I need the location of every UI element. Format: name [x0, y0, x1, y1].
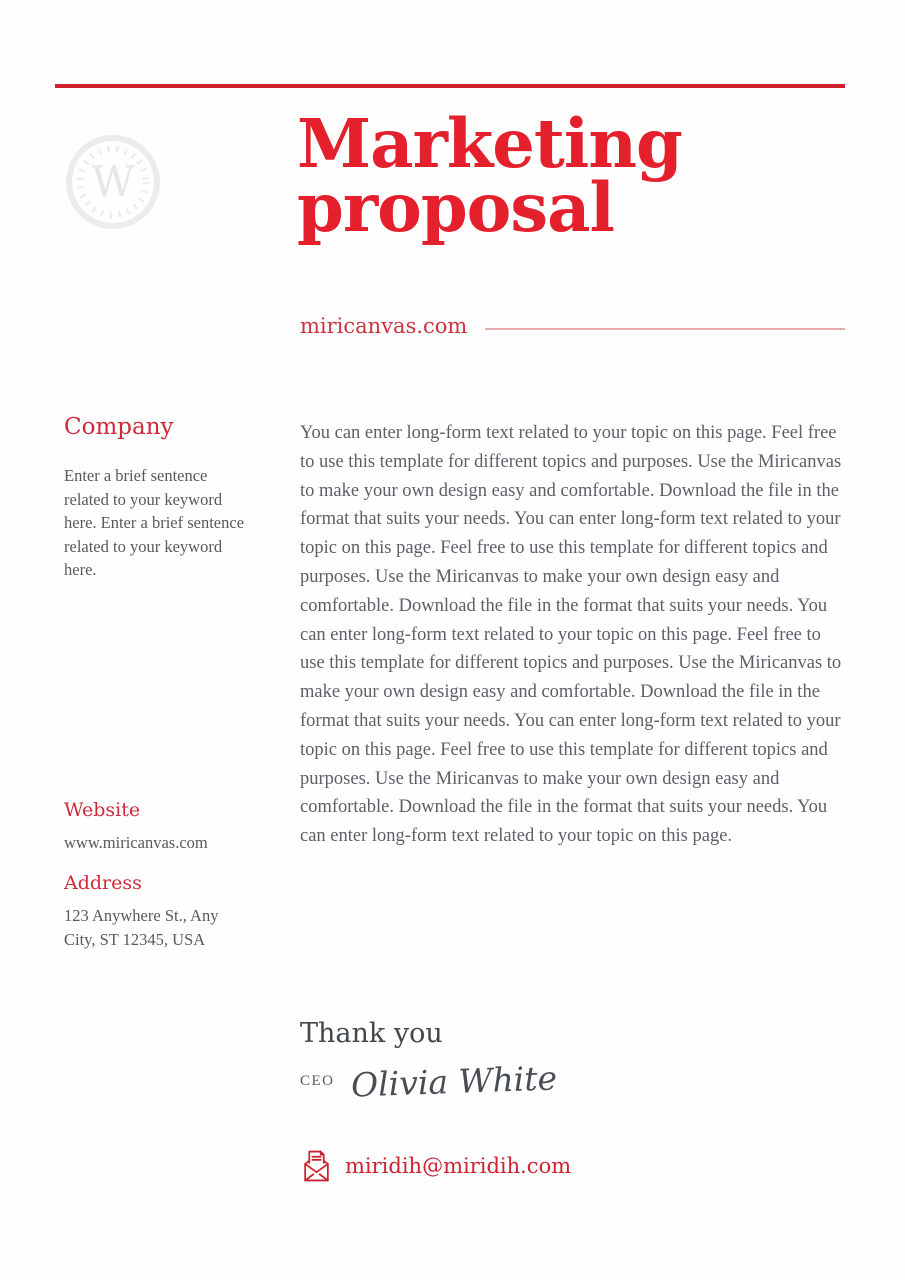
- email-row[interactable]: [300, 1148, 571, 1184]
- signature-name: Olivia White: [349, 1058, 558, 1105]
- page-title: [297, 104, 857, 247]
- company-logo: [65, 134, 161, 230]
- company-heading: Company: [64, 414, 174, 440]
- tagline-row: [300, 314, 845, 338]
- email-link[interactable]: miridih@miridih.com: [345, 1154, 572, 1178]
- top-divider-line: [55, 84, 845, 88]
- company-section: [64, 414, 246, 582]
- page-title-line2: proposal: [297, 168, 614, 247]
- website-heading: Website: [64, 799, 141, 821]
- tagline-text: miricanvas.com: [300, 314, 468, 338]
- envelope-icon: [300, 1148, 333, 1184]
- signature-row: [300, 1058, 558, 1105]
- page-title-line1: Marketing: [297, 104, 682, 183]
- address-value: 123 Anywhere St., Any City, ST 12345, USA: [64, 906, 219, 949]
- signer-title: CEO: [300, 1073, 335, 1089]
- address-heading: Address: [64, 872, 142, 894]
- website-value: www.miricanvas.com: [64, 833, 208, 852]
- thank-you-heading: Thank you: [300, 1018, 443, 1049]
- website-section: [64, 799, 264, 855]
- logo-letter: W: [91, 157, 135, 206]
- body-text: You can enter long-form text related to your topic on this page. Feel free to use this template for different topics and purposes. Use the Miricanvas to make your own design easy and comfortable. Download the file in the format that suits your needs. You can enter long-form text related to your topic on this page. Feel free to use this template for different topics and purposes. Use the Miricanvas to make your own design easy and comfortable. Download the file in the format that suits your needs. You can enter long-form text related to your topic on this page. Feel free to use this template for different topics and purposes. Use the Miricanvas to make your own design easy and comfortable. Download the file in the format that suits your needs. You can enter long-form text related to your topic on this page. Feel free to use this template for different topics and purposes. Use the Miricanvas to make your own design easy and comfortable. Download the file in the format that suits your needs. You can enter long-form text related to your topic on this page.: [300, 423, 842, 847]
- tagline-rule: [485, 328, 845, 330]
- company-text: Enter a brief sentence related to your keyword here. Enter a brief sentence related to your keyword here.: [64, 466, 245, 579]
- address-section: [64, 872, 246, 952]
